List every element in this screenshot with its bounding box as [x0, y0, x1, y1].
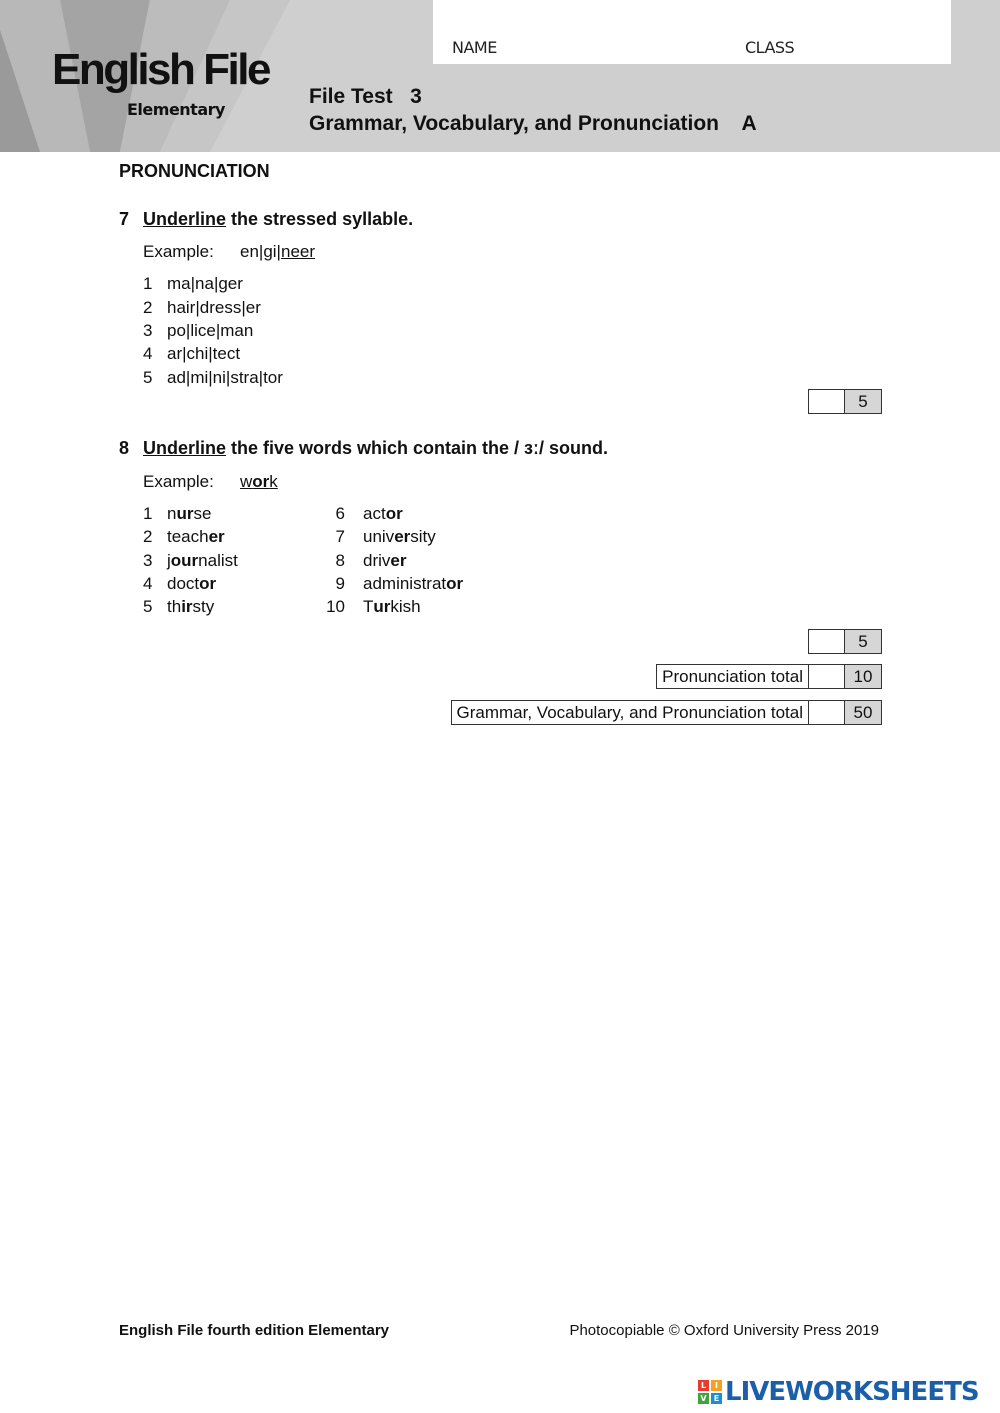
list-item[interactable]: 1 ma|na|ger [143, 274, 243, 293]
question-number: 7 [119, 209, 130, 229]
example-stressed-syllable: neer [280, 242, 316, 261]
instruction-text: the stressed syllable. [226, 209, 414, 229]
list-item[interactable]: 3 journalist [143, 551, 238, 570]
list-item[interactable]: 8 driver [335, 551, 407, 570]
word-syllables[interactable]: ar|chi|tect [167, 344, 241, 363]
example-label: Example: [143, 242, 214, 261]
liveworksheets-logo[interactable] [698, 1377, 979, 1407]
word-syllables[interactable]: ma|na|ger [167, 274, 243, 293]
list-item[interactable]: 2 hair|dress|er [143, 298, 261, 317]
liveworksheets-icon: L I V E [698, 1380, 722, 1404]
score-max: 50 [845, 701, 881, 724]
test-subtitle: Grammar, Vocabulary, and Pronunciation A [309, 112, 757, 135]
score-max: 5 [845, 630, 881, 653]
pronunciation-total-label: Pronunciation total [657, 665, 809, 688]
footer-edition: English File fourth edition Elementary [119, 1322, 390, 1339]
logo-title: English File [52, 45, 269, 94]
question-8-score-box [808, 629, 882, 654]
list-item[interactable]: 9 administrator [335, 574, 464, 593]
pronunciation-total-box [656, 664, 882, 689]
test-title: File Test 3 [309, 85, 422, 108]
score-max: 5 [845, 390, 881, 413]
question-7-score-box [808, 389, 882, 414]
list-item[interactable]: 5 ad|mi|ni|stra|tor [143, 368, 283, 387]
list-item[interactable]: 10 Turkish [326, 597, 421, 616]
instruction-underlined: Underline [143, 209, 227, 229]
question-7-heading [119, 209, 413, 230]
list-item[interactable]: 4 doctor [143, 574, 217, 593]
word-syllables[interactable]: po|lice|man [167, 321, 254, 340]
score-input[interactable] [809, 665, 845, 688]
overall-total-box [451, 700, 882, 725]
instruction-underlined: Underline [143, 438, 227, 458]
list-item[interactable]: 5 thirsty [143, 597, 215, 616]
question-7-example [143, 242, 315, 262]
example-label: Example: [143, 472, 214, 491]
list-item[interactable]: 4 ar|chi|tect [143, 344, 241, 363]
list-item[interactable]: 3 po|lice|man [143, 321, 254, 340]
word-syllables[interactable]: hair|dress|er [167, 298, 261, 317]
instruction-text: the five words which contain the / ɜː/ sound. [226, 438, 608, 458]
score-input[interactable] [809, 630, 845, 653]
class-label: CLASS [745, 38, 795, 57]
question-number: 8 [119, 438, 130, 458]
score-max: 10 [845, 665, 881, 688]
list-item[interactable]: 7 university [335, 527, 436, 546]
example-word: work [240, 472, 278, 491]
overall-total-label: Grammar, Vocabulary, and Pronunciation total [452, 701, 809, 724]
example-word-start: en|gi| [240, 242, 281, 261]
word-syllables[interactable]: ad|mi|ni|stra|tor [167, 368, 283, 387]
list-item[interactable]: 6 actor [335, 504, 403, 523]
name-class-field-area[interactable] [433, 0, 951, 64]
score-input[interactable] [809, 701, 845, 724]
list-item[interactable]: 1 nurse [143, 504, 212, 523]
footer-copyright: Photocopiable © Oxford University Press 2019 [569, 1322, 879, 1339]
section-heading: PRONUNCIATION [119, 161, 270, 181]
logo-subtitle: Elementary [127, 100, 225, 119]
liveworksheets-wordmark: LIVEWORKSHEETS [725, 1377, 979, 1407]
question-8-heading [119, 438, 608, 459]
question-8-example [143, 472, 278, 492]
name-label: NAME [452, 38, 497, 57]
score-input[interactable] [809, 390, 845, 413]
list-item[interactable]: 2 teacher [143, 527, 225, 546]
